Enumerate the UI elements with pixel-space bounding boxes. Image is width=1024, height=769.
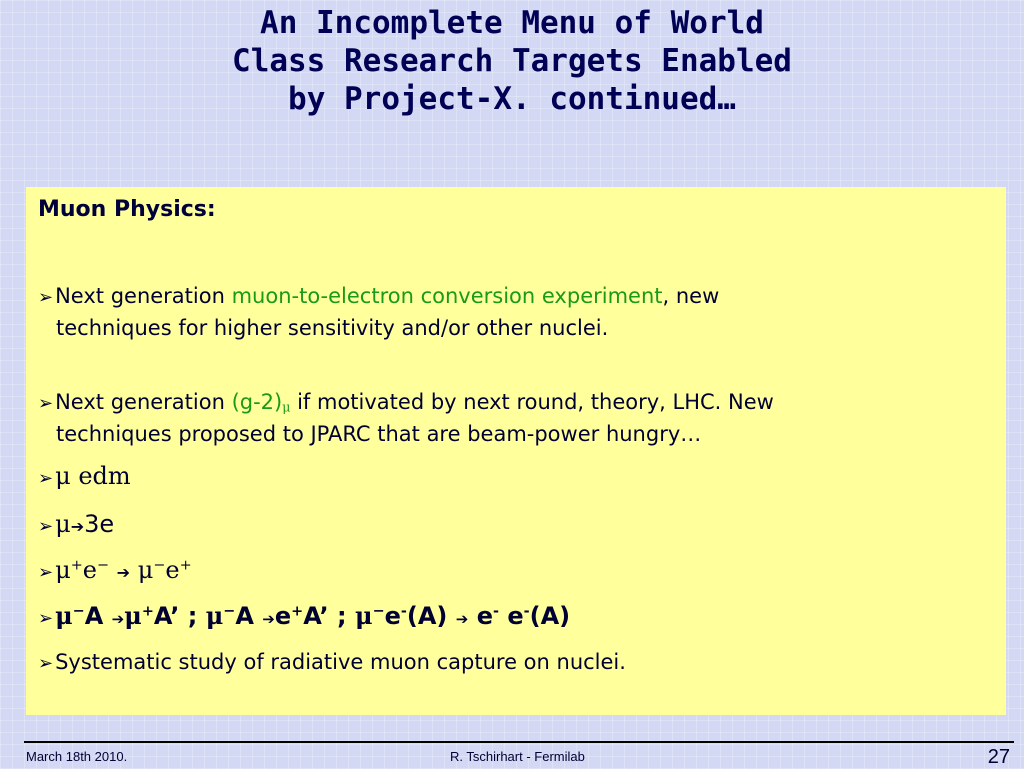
bullet-muonium: ➢μ+e− ➔ μ−e+	[38, 556, 192, 584]
arrow-bullet-icon: ➢	[38, 287, 54, 308]
bullet-g2: ➢Next generation $(g-2)_\mu$ if motivated by next round, theory, LHC. New techniques proposed to JPARC that are beam-power hungry…	[38, 390, 774, 446]
highlight-text: $(g-2)_\mu$	[231, 390, 291, 415]
slide-title	[0, 4, 1024, 118]
highlight-text: muon-to-electron conversion experiment	[231, 284, 663, 308]
title-line-3: by Project-X. continued…	[288, 81, 736, 117]
right-arrow-icon: ➔	[116, 563, 131, 582]
right-arrow-icon: ➔	[111, 610, 125, 628]
bullet-conversion-formula: ➢μ−A ➔μ+A’ ; μ−A ➔e+A’ ; μ−e-(A) ➔ e- e-(A)	[38, 601, 571, 630]
arrow-bullet-icon: ➢	[38, 562, 54, 583]
arrow-bullet-icon: ➢	[38, 393, 54, 414]
right-arrow-icon: ➔	[455, 610, 469, 628]
right-arrow-icon: ➔	[70, 517, 85, 536]
bullet-mu-edm: ➢μ edm	[38, 462, 131, 490]
arrow-bullet-icon: ➢	[38, 653, 54, 674]
footer-divider	[24, 741, 1014, 743]
box-heading: Muon Physics:	[38, 197, 216, 222]
footer-date: March 18th 2010.	[26, 749, 128, 764]
content-box	[26, 187, 1006, 715]
arrow-bullet-icon: ➢	[38, 608, 54, 629]
arrow-bullet-icon: ➢	[38, 468, 54, 489]
page-number: 27	[987, 746, 1010, 768]
footer-author: R. Tschirhart - Fermilab	[450, 749, 585, 764]
right-arrow-icon: ➔	[262, 610, 275, 628]
bullet-mu2e: ➢Next generation muon-to-electron conversion experiment, new techniques for higher sensitivity and/or other nuclei.	[38, 284, 720, 340]
arrow-bullet-icon: ➢	[38, 516, 54, 537]
title-line-2: Class Research Targets Enabled	[232, 43, 792, 79]
title-line-1: An Incomplete Menu of World	[260, 5, 764, 41]
bullet-radiative-capture: ➢Systematic study of radiative muon capture on nuclei.	[38, 650, 626, 674]
bullet-mu-3e: ➢μ➔3e	[38, 510, 115, 538]
